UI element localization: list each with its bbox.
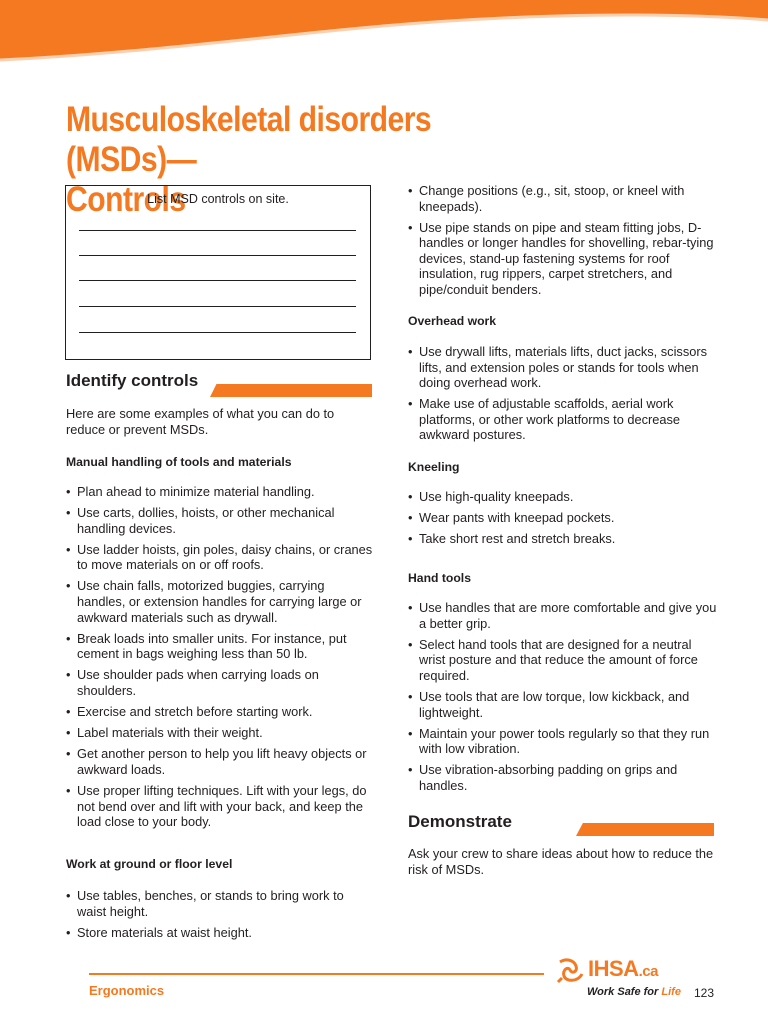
list-item: • Maintain your power tools regularly so that they run with low vibration. <box>408 726 720 757</box>
list-item: • Take short rest and stretch breaks. <box>408 531 720 547</box>
tagline-prefix: Work Safe for <box>587 986 662 998</box>
list-item: • Use tools that are low torque, low kickback, and lightweight. <box>408 689 720 720</box>
overhead-work-list <box>408 344 720 449</box>
list-item: • Use handles that are more comfortable and give you a better grip. <box>408 600 720 631</box>
identify-intro: Here are some examples of what you can do to reduce or prevent MSDs. <box>66 406 335 437</box>
list-item: • Change positions (e.g., sit, stoop, or kneel with kneepads). <box>408 183 720 214</box>
ihsa-logo-text <box>588 956 658 982</box>
identify-controls-heading-block <box>66 371 198 391</box>
page-number: 123 <box>694 986 715 1000</box>
list-item: • Plan ahead to minimize material handling. <box>66 484 376 500</box>
kneeling-heading: Kneeling <box>408 460 460 474</box>
list-item: • Store materials at waist height. <box>66 925 376 941</box>
manual-handling-list <box>66 484 376 835</box>
list-item: • Select hand tools that are designed for a neutral wrist posture and that reduce the amount of force required. <box>408 637 720 684</box>
list-item: • Get another person to help you lift heavy objects or awkward loads. <box>66 746 376 777</box>
write-line <box>79 230 356 231</box>
list-item: • Use shoulder pads when carrying loads on shoulders. <box>66 667 376 698</box>
list-item: • Make use of adjustable scaffolds, aerial work platforms, or other work platforms to decrease awkward postures. <box>408 396 720 443</box>
list-box-caption: List MSD controls on site. <box>147 192 289 206</box>
list-item: • Use tables, benches, or stands to bring work to waist height. <box>66 888 376 919</box>
ground-level-list <box>66 888 376 946</box>
demonstrate-heading: Demonstrate <box>408 812 512 831</box>
msd-controls-list-box <box>65 185 371 360</box>
write-line <box>79 332 356 333</box>
list-item: • Label materials with their weight. <box>66 725 376 741</box>
logo-tagline <box>587 986 681 998</box>
manual-handling-heading: Manual handling of tools and materials <box>66 455 292 469</box>
logo-ca: .ca <box>638 963 658 980</box>
list-item: • Use vibration-absorbing padding on grips and handles. <box>408 762 720 793</box>
header-swoosh <box>0 0 768 90</box>
list-item: • Use pipe stands on pipe and steam fitting jobs, D-handles or longer handles for shovelling, rebar-tying devices, stand-up fastening systems for roof insulation, rug rippers, carpet stretchers, and pipe/conduit benders. <box>408 220 720 298</box>
list-item: • Use chain falls, motorized buggies, carrying handles, or extension handles for carrying large or awkward materials such as drywall. <box>66 578 376 625</box>
title-line-1: Musculoskeletal disorders (MSDs)— <box>66 100 432 179</box>
write-line <box>79 306 356 307</box>
list-item: • Use proper lifting techniques. Lift with your legs, do not bend over and lift with your back, and keep the load close to your body. <box>66 783 376 830</box>
write-line <box>79 255 356 256</box>
list-item: • Use ladder hoists, gin poles, daisy chains, or cranes to move materials on or off roofs. <box>66 542 376 573</box>
demonstrate-text: Ask your crew to share ideas about how to reduce the risk of MSDs. <box>408 846 714 877</box>
ground-level-heading: Work at ground or floor level <box>66 857 233 871</box>
right-top-list <box>408 183 720 303</box>
list-item: • Use carts, dollies, hoists, or other mechanical handling devices. <box>66 505 376 536</box>
hand-tools-heading: Hand tools <box>408 571 471 585</box>
list-item: • Use high-quality kneepads. <box>408 489 720 505</box>
list-item: • Exercise and stretch before starting work. <box>66 704 376 720</box>
list-item: • Break loads into smaller units. For instance, put cement in bags weighing less than 50 lb. <box>66 631 376 662</box>
identify-controls-heading: Identify controls <box>66 371 199 390</box>
tagline-life: Life <box>661 986 681 998</box>
list-item: • Wear pants with kneepad pockets. <box>408 510 720 526</box>
title-line-2: Controls <box>66 180 186 219</box>
overhead-work-heading: Overhead work <box>408 314 497 328</box>
hand-tools-list <box>408 600 720 799</box>
list-item: • Use drywall lifts, materials lifts, duct jacks, scissors lifts, and extension poles or stands for tools when doing overhead work. <box>408 344 720 391</box>
footer-rule <box>89 973 544 975</box>
ihsa-logo-icon <box>556 958 586 984</box>
write-line <box>79 280 356 281</box>
footer-section-name: Ergonomics <box>89 983 165 998</box>
demonstrate-heading-block <box>408 812 512 832</box>
demonstrate-bar <box>576 823 714 836</box>
identify-controls-bar <box>210 384 372 397</box>
logo-main: IHSA <box>588 956 639 981</box>
kneeling-list <box>408 489 720 552</box>
